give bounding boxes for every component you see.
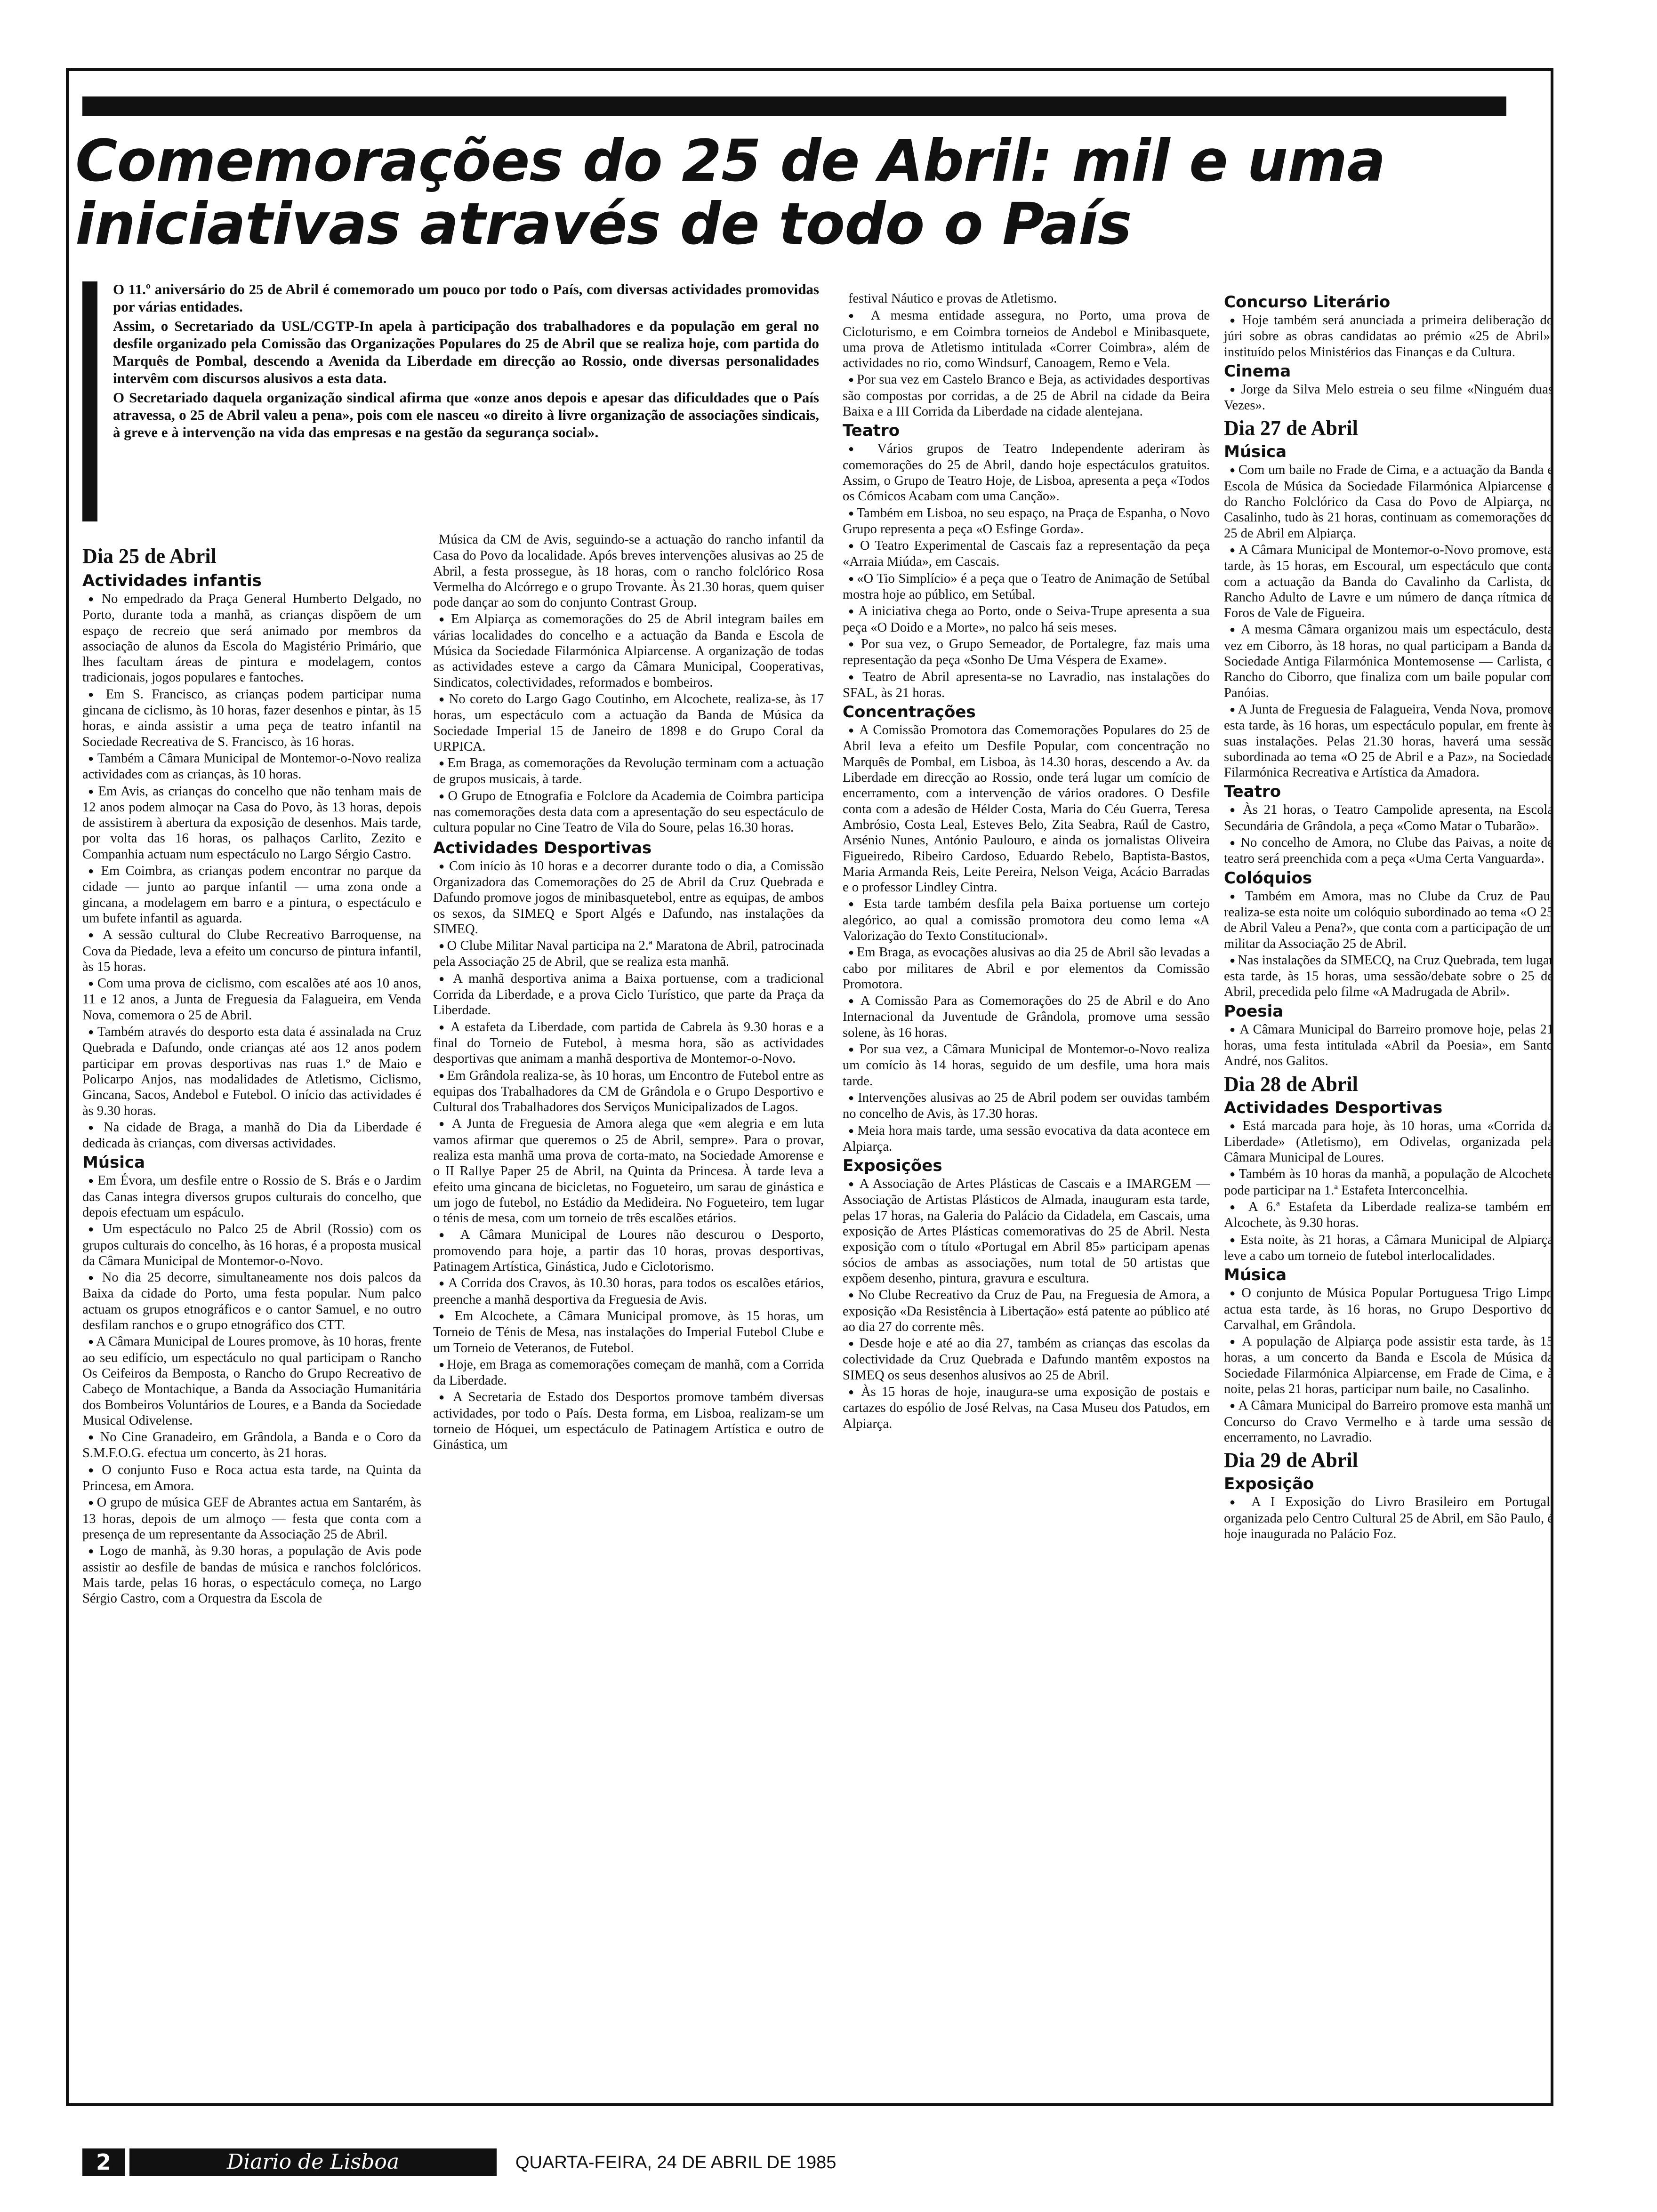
- item-paragraph: ● Com uma prova de ciclismo, com escalões até aos 10 anos, 11 e 12 anos, a Junta de Freguesia da Falagueira, em Venda Nova, comemora o 25 de Abril.: [82, 976, 421, 1023]
- item-paragraph: ● O Teatro Experimental de Cascais faz a representação da peça «Arraia Miúda», em Cascais.: [843, 538, 1210, 570]
- section-heading: Concurso Literário: [1224, 293, 1391, 312]
- item-paragraph: ● O grupo de música GEF de Abrantes actua em Santarém, às 13 horas, depois de um almoço — festa que conta com a presença de um representante da Associação 25 de Abril.: [82, 1495, 421, 1542]
- item-paragraph: festival Náutico e provas de Atletismo.: [848, 291, 1057, 306]
- section-heading: Música: [1224, 1266, 1287, 1285]
- item-paragraph: ● Teatro de Abril apresenta-se no Lavradio, nas instalações do SFAL, às 21 horas.: [843, 669, 1210, 701]
- masthead-logo: Diario de Lisboa: [129, 2148, 497, 2176]
- item-paragraph: ● Por sua vez em Castelo Branco e Beja, as actividades desportivas são compostas por corridas, a de 25 de Abril na cidade da Beira Baixa e a III Corrida da Liberdade na cidade alentejana.: [843, 372, 1210, 419]
- item-paragraph: ● O Clube Militar Naval participa na 2.ª Maratona de Abril, patrocinada pela Associação 25 de Abril, que se realiza esta manhã.: [433, 938, 824, 970]
- item-paragraph: ● Vários grupos de Teatro Independente aderiram às comemorações do 25 de Abril, dando hoje espectáculos gratuitos. Assim, o Grupo de Teatro Hoje, de Lisboa, apresenta a peça «Todos os Cómicos Acabam com uma Canção».: [843, 441, 1210, 504]
- item-paragraph: ● A Associação de Artes Plásticas de Cascais e a IMARGEM — Associação de Artistas Plásticos de Almada, inauguram esta tarde, pelas 17 horas, na Galeria do Palácio da Cidadela, em Cascais, uma exposição de Artes Plásticas comemorativas do 25 de Abril. Nesta exposição com o título «Portugal em Abril 85» participam apenas sócios de ambas as associações, num total de 50 artistas que expõem desenho, pintura, gravura e escultura.: [843, 1176, 1210, 1286]
- item-paragraph: ● Hoje também será anunciada a primeira deliberação do júri sobre as obras candidatas ao prémio «25 de Abril», instituído pelos Ministérios das Finanças e da Cultura.: [1224, 313, 1553, 360]
- section-heading: Actividades Desportivas: [433, 838, 652, 858]
- top-rule: [82, 96, 1506, 116]
- item-paragraph: ● Em Alcochete, a Câmara Municipal promove, às 15 horas, um Torneio de Ténis de Mesa, nas instalações do Imperial Futebol Clube e um Torneio de Veteranos, de Futebol.: [433, 1308, 824, 1356]
- item-paragraph: ● A manhã desportiva anima a Baixa portuense, com a tradicional Corrida da Liberdade, e a prova Ciclo Turístico, que parte da Praça da Liberdade.: [433, 971, 824, 1018]
- headline: [75, 129, 1535, 256]
- item-paragraph: ● A sessão cultural do Clube Recreativo Barroquense, na Cova da Piedade, leva a efeito um concurso de pintura infantil, às 15 horas.: [82, 927, 421, 975]
- dateline: QUARTA-FEIRA, 24 DE ABRIL DE 1985: [515, 2153, 837, 2172]
- item-paragraph: ● No Clube Recreativo da Cruz de Pau, na Freguesia de Amora, a exposição «Da Resistência à Libertação» está patente ao público até ao dia 27 do corrente mês.: [843, 1287, 1210, 1335]
- item-paragraph: ● Por sua vez, a Câmara Municipal de Montemor-o-Novo realiza um comício às 14 horas, seguido de um desfile, uma hora mais tarde.: [843, 1042, 1210, 1089]
- page-number: 2: [82, 2148, 125, 2176]
- item-paragraph: ● «O Tio Simplício» é a peça que o Teatro de Animação de Setúbal mostra hoje ao público, em Setúbal.: [843, 571, 1210, 603]
- item-paragraph: ● Por sua vez, o Grupo Semeador, de Portalegre, faz mais uma representação da peça «Sonho De Uma Véspera de Exame».: [843, 636, 1210, 668]
- column-3: [843, 291, 1210, 1433]
- section-heading: Concentrações: [843, 703, 976, 722]
- day-heading: Dia 27 de Abril: [1224, 417, 1358, 440]
- item-paragraph: ● A Junta de Freguesia de Amora alega que «em alegria e em luta vamos afirmar que queremos o 25 de Abril, sempre». Para o provar, realiza esta manhã uma prova de corta-mato, na Sociedade Amorense e o II Rallye Paper 25 de Abril, na Quinta da Princesa. À tarde leva a efeito uma gincana de bicicletas, no Fogueteiro, um sarau de ginástica e um jogo de futebol, no Estádio da Medideira. No Fogueteiro, tem lugar o ténis de mesa, com um torneio de três escalões etários.: [433, 1116, 824, 1226]
- intro-lead: [113, 281, 819, 443]
- item-paragraph: ● No concelho de Amora, no Clube das Paivas, a noite de teatro será preenchida com a peça «Uma Certa Vanguarda».: [1224, 835, 1553, 867]
- item-paragraph: ● No dia 25 decorre, simultaneamente nos dois palcos da Baixa da cidade do Porto, uma festa popular. Num palco actuam os grupos etnográficos e o cantor Samuel, e no outro desfilam ranchos e o grupo etnográfico dos CTT.: [82, 1270, 421, 1333]
- item-paragraph: ● Nas instalações da SIMECQ, na Cruz Quebrada, tem lugar esta tarde, às 15 horas, uma sessão/debate sobre o 25 de Abril, precedida pelo filme «A Madrugada de Abril».: [1224, 953, 1553, 1000]
- item-paragraph: ● Com um baile no Frade de Cima, e a actuação da Banda e Escola de Música da Sociedade Filarmónica Alpiarcense e do Rancho Folclórico da Casa do Povo de Alpiarça, no Casalinho, tudo às 21 horas, continuam as comemorações do 25 de Abril em Alpiarça.: [1224, 462, 1553, 541]
- headline-line-1: Comemorações do 25 de Abril: mil e uma: [75, 128, 1385, 194]
- item-paragraph: ● Logo de manhã, às 9.30 horas, a população de Avis pode assistir ao desfile de bandas de música e ranchos folclóricos. Mais tarde, pelas 16 horas, o espectáculo começa, no Largo Sérgio Castro, com a Orquestra da Escola de: [82, 1543, 421, 1606]
- item-paragraph: ● A população de Alpiarça pode assistir esta tarde, às 15 horas, a um concerto da Banda e Escola de Música da Sociedade Filarmónica Alpiarcense, em Frade de Cima, e à noite, pelas 21 horas, participar num baile, no Casalinho.: [1224, 1334, 1553, 1397]
- item-paragraph: ● A I Exposição do Livro Brasileiro em Portugal, organizada pelo Centro Cultural 25 de Abril, em São Paulo, é hoje inaugurada no Palácio Foz.: [1224, 1494, 1553, 1542]
- page-footer: [82, 2148, 1542, 2177]
- item-paragraph: ● Às 21 horas, o Teatro Campolide apresenta, na Escola Secundária de Grândola, a peça «Como Matar o Tubarão».: [1224, 802, 1553, 834]
- day-heading: Dia 29 de Abril: [1224, 1449, 1358, 1472]
- item-paragraph: ● O conjunto Fuso e Roca actua esta tarde, na Quinta da Princesa, em Amora.: [82, 1462, 421, 1494]
- section-heading: Teatro: [843, 421, 900, 441]
- item-paragraph: ● O Grupo de Etnografia e Folclore da Academia de Coimbra participa nas comemorações desta data com a apresentação do seu espectáculo de cultura popular no Cine Teatro de Vila do Soure, pelas 16.30 horas.: [433, 788, 824, 836]
- item-paragraph: ● A Câmara Municipal do Barreiro promove hoje, pelas 21 horas, uma festa intitulada «Abril da Poesia», em Santo André, nos Galitos.: [1224, 1022, 1553, 1069]
- item-paragraph: ● No Cine Granadeiro, em Grândola, a Banda e o Coro da S.M.F.O.G. efectua um concerto, às 21 horas.: [82, 1429, 421, 1461]
- section-heading: Poesia: [1224, 1002, 1284, 1021]
- item-paragraph: ● A Câmara Municipal do Barreiro promove esta manhã um Concurso do Cravo Vermelho e à tarde uma sessão de encerramento, no Lavradio.: [1224, 1398, 1553, 1445]
- section-heading: Exposição: [1224, 1475, 1314, 1494]
- item-paragraph: ● Em S. Francisco, as crianças podem participar numa gincana de ciclismo, às 10 horas, fazer desenhos e pintar, às 15 horas, e ainda assistir a uma peça de teatro infantil na Sociedade Recreativa de S. Francisco, às 16 horas.: [82, 687, 421, 750]
- item-paragraph: ● Também através do desporto esta data é assinalada na Cruz Quebrada e Dafundo, onde crianças até aos 12 anos podem participar em provas desportivas nas ruas 1.º de Maio e Policarpo Anjos, nas modalidades de Atletismo, Ciclismo, Gincana, Sacos, Andebol e Futebol. O início das actividades é às 9.30 horas.: [82, 1024, 421, 1119]
- item-paragraph: ● Está marcada para hoje, às 10 horas, uma «Corrida da Liberdade» (Atletismo), em Odivelas, organizada pela Câmara Municipal de Loures.: [1224, 1118, 1553, 1166]
- column-1: [82, 541, 421, 1607]
- item-paragraph: ● A mesma entidade assegura, no Porto, uma prova de Cicloturismo, e em Coimbra torneios de Andebol e Minibasquete, uma prova de Atletismo intitulada «Correr Coimbra», além de actividades no rio, como Windsurf, Canoagem, Remo e Vela.: [843, 308, 1210, 371]
- item-paragraph: ● Meia hora mais tarde, uma sessão evocativa da data acontece em Alpiarça.: [843, 1123, 1210, 1155]
- intro-paragraph: Assim, o Secretariado da USL/CGTP-In apela à participação dos trabalhadores e da população em geral no desfile organizado pela Comissão das Organizações Populares do 25 de Abril que se realiza hoje, com partida do Marquês de Pombal, descendo a Avenida da Liberdade em direcção ao Rossio, onde diversas personalidades intervêm com discursos alusivos a esta data.: [113, 318, 819, 386]
- item-paragraph: ● A Câmara Municipal de Loures promove, às 10 horas, frente ao seu edifício, um espectáculo no qual participam o Rancho Os Ceifeiros da Bemposta, o Rancho do Grupo Recreativo de Cabeço de Montachique, a Banda da Associação Humanitária dos Bombeiros Voluntários de Loures, e a Banda da Sociedade Musical Odivelense.: [82, 1334, 421, 1428]
- section-heading: Actividades Desportivas: [1224, 1098, 1443, 1117]
- item-paragraph: ● A Comissão Para as Comemorações do 25 de Abril e do Ano Internacional da Juventude de Grândola, promove uma sessão solene, às 16 horas.: [843, 993, 1210, 1041]
- section-heading: Música: [1224, 442, 1287, 462]
- item-paragraph: ● Intervenções alusivas ao 25 de Abril podem ser ouvidas também no concelho de Avis, às 17.30 horas.: [843, 1090, 1210, 1122]
- item-paragraph: ● Um espectáculo no Palco 25 de Abril (Rossio) com os grupos culturais do concelho, às 16 horas, é a proposta musical da Câmara Municipal de Montemor-o-Novo.: [82, 1221, 421, 1269]
- item-paragraph: ● Em Évora, um desfile entre o Rossio de S. Brás e o Jardim das Canas integra diversos grupos culturais do concelho, que depois efectuam um espáculo.: [82, 1173, 421, 1220]
- column-2: [433, 532, 824, 1454]
- item-paragraph: ● No coreto do Largo Gago Coutinho, em Alcochete, realiza-se, às 17 horas, um espectáculo com a actuação da Banda de Música da Sociedade Imperial 15 de Janeiro de 1898 e do Grupo Coral da URPICA.: [433, 691, 824, 754]
- item-paragraph: ● A Junta de Freguesia de Falagueira, Venda Nova, promove esta tarde, às 16 horas, um espectáculo popular, em frente às suas instalações. Pelas 21.30 horas, haverá uma sessão subordinada ao tema «O 25 de Abril e a Paz», na Sociedade Filarmónica Recreativa e Artística da Amadora.: [1224, 702, 1553, 780]
- section-heading: Teatro: [1224, 782, 1281, 801]
- item-paragraph: ● Hoje, em Braga as comemorações começam de manhã, com a Corrida da Liberdade.: [433, 1357, 824, 1389]
- item-paragraph: ● A 6.ª Estafeta da Liberdade realiza-se também em Alcochete, às 9.30 horas.: [1224, 1199, 1553, 1231]
- item-paragraph: ● Em Avis, as crianças do concelho que não tenham mais de 12 anos podem almoçar na Casa do Povo, às 13 horas, depois de assistirem à abertura da exposição de desenhos. Mais tarde, por volta das 16 horas, os palhaços Carlito, Zezito e Companhia actuam num espectáculo no Largo Sérgio Castro.: [82, 784, 421, 862]
- item-paragraph: ● Em Braga, as comemorações da Revolução terminam com a actuação de grupos musicais, à tarde.: [433, 755, 824, 787]
- item-paragraph: ● Em Braga, as evocações alusivas ao dia 25 de Abril são levadas a cabo por militares de Abril e por elementos da Comissão Promotora.: [843, 945, 1210, 992]
- intro-paragraph: O 11.º aniversário do 25 de Abril é comemorado um pouco por todo o País, com diversas actividades promovidas por várias entidades.: [113, 281, 819, 315]
- day-heading: Dia 28 de Abril: [1224, 1072, 1358, 1096]
- item-paragraph: ● A iniciativa chega ao Porto, onde o Seiva-Trupe apresenta a sua peça «O Doido e a Morte», no palco há seis meses.: [843, 603, 1210, 635]
- intro-paragraph: O Secretariado daquela organização sindical afirma que «onze anos depois e apesar das dificuldades que o País atravessa, o 25 de Abril valeu a pena», pois com ele nasceu «o direito à livre organização de associações sindicais, à greve e à intervenção na vida das empresas e na gestão da segurança social».: [113, 389, 819, 441]
- item-paragraph: ● Desde hoje e até ao dia 27, também as crianças das escolas da colectividade da Cruz Quebrada e Dafundo mantêm expostos na SIMEQ os seus desenhos alusivos ao 25 de Abril.: [843, 1336, 1210, 1383]
- item-paragraph: ● Com início às 10 horas e a decorrer durante todo o dia, a Comissão Organizadora das Comemorações do 25 de Abril da Cruz Quebrada e Dafundo promove jogos de minibasquetebol, entre as equipas, de ambos os sexos, da SIMEQ e Sport Algés e Dafundo, nas instalações da SIMEQ.: [433, 858, 824, 937]
- section-heading: Colóquios: [1224, 868, 1312, 888]
- item-paragraph: ● Em Alpiarça as comemorações do 25 de Abril integram bailes em várias localidades do concelho e a actuação da Banda e Escola de Música da Sociedade Filarmónica Alpiarcense. A organização de todas as actividades esteve a cargo da Câmara Municipal, Cooperativas, Sindicatos, colectividades, reformados e bombeiros.: [433, 611, 824, 690]
- item-paragraph: ● A Comissão Promotora das Comemorações Populares do 25 de Abril leva a efeito um Desfile Popular, com concentração no Marquês de Pombal, em Lisboa, às 14.30 horas, descendo a Av. da Liberdade em direcção ao Rossio, onde terá lugar um comício de encerramento, com a intervenção de vários oradores. O Desfile conta com a adesão de Hélder Costa, Maria do Céu Guerra, Teresa Ambrósio, Costa Leal, Esteves Belo, Zita Seabra, Raúl de Castro, Arsénio Nunes, António Paulouro, e ainda os jornalistas Oliveira Figueiredo, Ribeiro Cardoso, Eduardo Rebelo, Baptista-Bastos, Maria Armanda Reis, Leite Pereira, Nelson Veiga, Acácio Barradas e o professor Lindley Cintra.: [843, 722, 1210, 895]
- item-paragraph: Música da CM de Avis, seguindo-se a actuação do rancho infantil da Casa do Povo da localidade. Após breves intervenções alusivas ao 25 de Abril, a festa prossegue, às 18 horas, com o rancho folclórico Rosa Vermelha do Alcórrego e o grupo Trovante. Às 21.30 horas, quem quiser pode dançar ao som do conjunto Contrast Group.: [433, 532, 824, 610]
- item-paragraph: ● Na cidade de Braga, a manhã do Dia da Liberdade é dedicada às crianças, com diversas actividades.: [82, 1120, 421, 1152]
- column-4: [1224, 291, 1553, 1543]
- item-paragraph: ● A Câmara Municipal de Loures não descurou o Desporto, promovendo para hoje, a partir das 10 horas, provas desportivas, Patinagem Artística, Ginástica, Judo e Ciclotorismo.: [433, 1227, 824, 1274]
- item-paragraph: ● No empedrado da Praça General Humberto Delgado, no Porto, durante toda a manhã, as crianças dispõem de um espaço de recreio que será animado por membros da associação de alunos da Escola do Magistério Primário, que lhes facultam áreas de pintura e modelagem, contos tradicionais, jogos populares e fantoches.: [82, 591, 421, 686]
- item-paragraph: ● A mesma Câmara organizou mais um espectáculo, desta vez em Ciborro, às 18 horas, no qual participam a Banda da Sociedade Antiga Filarmónica Montemosense — Carlista, o Rancho do Ciborro, que finaliza com um baile popular com Panóias.: [1224, 622, 1553, 700]
- item-paragraph: ● Esta noite, às 21 horas, a Câmara Municipal de Alpiarça leve a cabo um torneio de futebol interlocalidades.: [1224, 1232, 1553, 1264]
- item-paragraph: ● O conjunto de Música Popular Portuguesa Trigo Limpo actua esta tarde, às 16 horas, no Grupo Desportivo do Carvalhal, em Grândola.: [1224, 1285, 1553, 1333]
- item-paragraph: ● Esta tarde também desfila pela Baixa portuense um cortejo alegórico, ao qual a comissão promotora deu como lema «A Valorização do Texto Constitucional».: [843, 896, 1210, 944]
- intro-rule: [82, 281, 97, 521]
- item-paragraph: ● Jorge da Silva Melo estreia o seu filme «Ninguém duas Vezes».: [1224, 382, 1553, 414]
- item-paragraph: ● Em Grândola realiza-se, às 10 horas, um Encontro de Futebol entre as equipas dos Trabalhadores da CM de Grândola e o Grupo Desportivo e Cultural dos Trabalhadores dos Serviços Municipalizados de Lagos.: [433, 1068, 824, 1115]
- item-paragraph: ● A Corrida dos Cravos, às 10.30 horas, para todos os escalões etários, preenche a manhã desportiva da Freguesia de Avis.: [433, 1275, 824, 1307]
- section-heading: Actividades infantis: [82, 571, 262, 590]
- item-paragraph: ● Também em Lisboa, no seu espaço, na Praça de Espanha, o Novo Grupo representa a peça «O Esfinge Gorda».: [843, 505, 1210, 537]
- headline-line-2: iniciativas através de todo o País: [75, 191, 1132, 257]
- item-paragraph: ● A Secretaria de Estado dos Desportos promove também diversas actividades, por todo o País. Desta forma, em Lisboa, realizam-se um torneio de Hóquei, um espectáculo de Patinagem Artística e outro de Ginástica, um: [433, 1389, 824, 1452]
- section-heading: Exposições: [843, 1156, 942, 1176]
- item-paragraph: ● Também a Câmara Municipal de Montemor-o-Novo realiza actividades com as crianças, às 10 horas.: [82, 751, 421, 783]
- item-paragraph: ● Em Coimbra, as crianças podem encontrar no parque da cidade — junto ao parque infantil — uma zona onde a gincana, a modelagem em barro e a pintura, o espectáculo e um bufete infantil as aguarda.: [82, 863, 421, 926]
- item-paragraph: ● Também às 10 horas da manhã, a população de Alcochete pode participar na 1.ª Estafeta Interconcelhia.: [1224, 1166, 1553, 1198]
- section-heading: Música: [82, 1153, 145, 1172]
- item-paragraph: ● Às 15 horas de hoje, inaugura-se uma exposição de postais e cartazes do espólio de José Relvas, na Casa Museu dos Patudos, em Alpiarça.: [843, 1384, 1210, 1432]
- item-paragraph: ● A Câmara Municipal de Montemor-o-Novo promove, esta tarde, às 15 horas, em Escoural, um espectáculo que conta com a actuação da Banda do Cavalinho da Carlista, do Rancho Adulto de Lavre e um número de dança rítmica de Foros de Vale de Figueira.: [1224, 542, 1553, 621]
- day-heading: Dia 25 de Abril: [82, 545, 217, 568]
- item-paragraph: ● Também em Amora, mas no Clube da Cruz de Pau, realiza-se esta noite um colóquio subordinado ao tema «O 25 de Abril Valeu a Pena?», que conta com a participação de um militar da Associação 25 de Abril.: [1224, 889, 1553, 952]
- section-heading: Cinema: [1224, 361, 1291, 381]
- item-paragraph: ● A estafeta da Liberdade, com partida de Cabrela às 9.30 horas e a final do Torneio de Futebol, à mesma hora, são as actividades desportivas que animam a manhã desportiva de Montemor-o-Novo.: [433, 1019, 824, 1067]
